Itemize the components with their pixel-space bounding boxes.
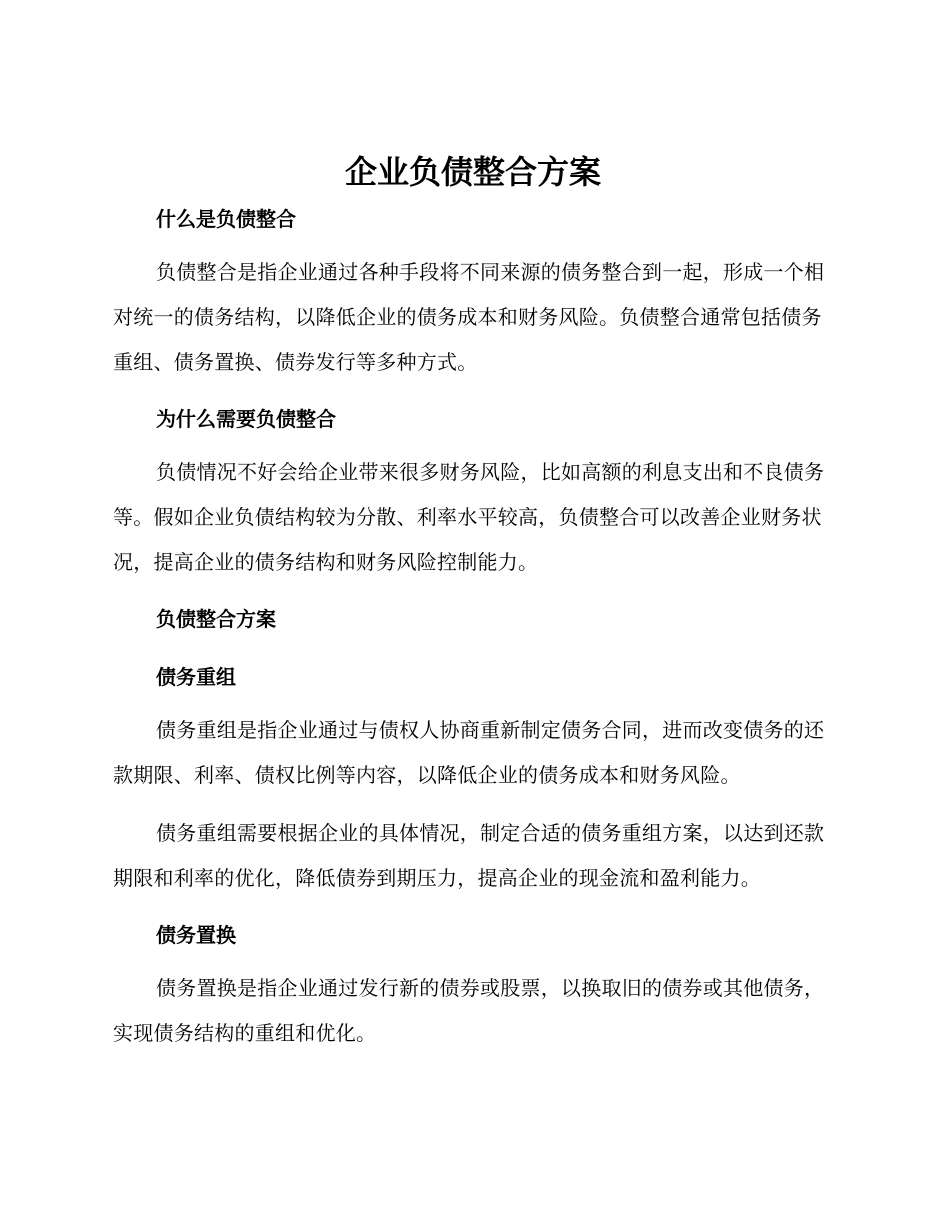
section-heading-plan: 负债整合方案: [156, 607, 276, 631]
section-paragraph-what: 负债整合是指企业通过各种手段将不同来源的债务整合到一起，形成一个相对统一的债务结构，以降低企业的债务成本和财务风险。负债整合通常包括债务重组、债务置换、债券发行等多种方式。: [113, 260, 825, 374]
section-heading-what: 什么是负债整合: [156, 207, 296, 231]
document-title: 企业负债整合方案: [344, 153, 601, 191]
subsection-paragraph-restructure-2: 债务重组需要根据企业的具体情况，制定合适的债务重组方案，以达到还款期限和利率的优化，降低债券到期压力，提高企业的现金流和盈利能力。: [113, 821, 825, 890]
section-heading-why: 为什么需要负债整合: [156, 407, 336, 431]
section-paragraph-why: 负债情况不好会给企业带来很多财务风险，比如高额的利息支出和不良债务等。假如企业负债结构较为分散、利率水平较高，负债整合可以改善企业财务状况，提高企业的债务结构和财务风险控制能力。: [113, 460, 825, 574]
document-body: [113, 150, 833, 1056]
subsection-paragraph-swap: 债务置换是指企业通过发行新的债券或股票，以换取旧的债券或其他债务，实现债务结构的重组和优化。: [113, 976, 825, 1045]
subsection-paragraph-restructure-1: 债务重组是指企业通过与债权人协商重新制定债务合同，进而改变债务的还款期限、利率、债权比例等内容，以降低企业的债务成本和财务风险。: [113, 718, 825, 787]
subsection-heading-swap: 债务置换: [156, 923, 236, 947]
subsection-heading-restructure: 债务重组: [156, 665, 236, 689]
